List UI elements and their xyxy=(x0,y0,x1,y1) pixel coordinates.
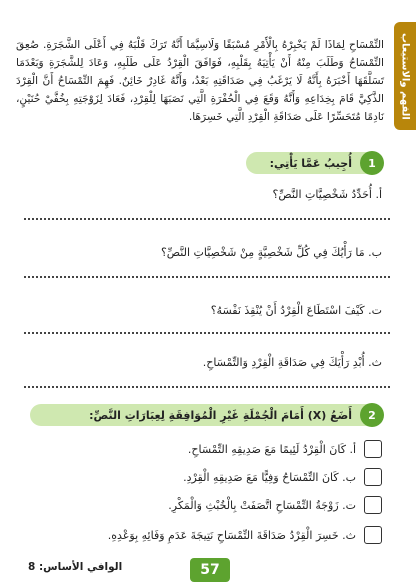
statement-d xyxy=(108,526,382,544)
answer-line-d[interactable] xyxy=(24,386,390,388)
statement-b-text: ب. كَانَ التِّمْسَاحُ وَفِيًّا مَعَ صَدِيقِهِ الْقِرْدِ. xyxy=(183,470,356,484)
question-c: ت. كَيْفَ اسْتَطَاعَ الْقِرْدُ أَنْ يُنْقِذَ نَفْسَهُ؟ xyxy=(210,304,382,317)
section-1-header xyxy=(246,152,380,174)
section-2-number: 2 xyxy=(360,403,384,427)
statement-a xyxy=(188,440,382,458)
answer-line-c[interactable] xyxy=(24,332,390,334)
checkbox-c[interactable] xyxy=(364,496,382,514)
answer-line-b[interactable] xyxy=(24,276,390,278)
question-d: ث. أُبْدِ رَأْيَكَ فِي صَدَاقَةِ الْقِرْدِ وَالتِّمْسَاحِ. xyxy=(202,356,382,369)
book-series-label: الوافي الأساس: 8 xyxy=(28,561,123,573)
checkbox-a[interactable] xyxy=(364,440,382,458)
chapter-tab xyxy=(394,22,416,130)
question-a: أ. أُحَدِّدُ شَخْصِيَّاتِ النَّصِّ؟ xyxy=(272,188,382,201)
statement-c-text: ت. زَوْجَةُ التِّمْسَاحِ اتَّصَفَتْ بِالْخُبْثِ وَالْمَكْرِ. xyxy=(168,498,356,512)
section-1-number: 1 xyxy=(360,151,384,175)
answer-line-a[interactable] xyxy=(24,218,390,220)
section-1-title: أُجِيبُ عَمَّا يَأْتِي: xyxy=(269,156,352,170)
chapter-tab-label: الفهم والاستيعاب xyxy=(399,32,411,120)
section-2-header xyxy=(30,404,380,426)
page-number: 57 xyxy=(190,558,230,582)
section-2-title: أَضَعُ (X) أَمَامَ الْجُمْلَةِ غَيْرِ الْمُوَافِقَةِ لِعِبَارَاتِ النَّصِّ: xyxy=(89,408,352,422)
statement-a-text: أ. كَانَ الْقِرْدُ لَئِيمًا مَعَ صَدِيقِهِ التِّمْسَاحِ. xyxy=(187,442,356,456)
checkbox-d[interactable] xyxy=(364,526,382,544)
statement-b xyxy=(183,468,382,486)
checkbox-b[interactable] xyxy=(364,468,382,486)
statement-c xyxy=(168,496,382,514)
story-paragraph xyxy=(16,36,384,126)
question-b: ب. مَا رَأْيُكَ فِي كُلِّ شَخْصِيَّةٍ مِنْ شَخْصِيَّاتِ النَّصِّ؟ xyxy=(160,246,382,259)
statement-d-text: ث. خَسِرَ الْقِرْدُ صَدَاقَةَ التِّمْسَاحِ نَتِيجَةَ عَدَمِ وَفَائِهِ بِوَعْدِهِ. xyxy=(107,528,356,542)
story-text: التِّمْسَاحِ لِمَاذَا لَمْ يَخْبِرْهُ بِالْأَمْرِ مُسْبَقًا وَلَاسِيَّمَا أَنَّهُ تَرَكَ قَلْبَهُ فِي أَعْلَى الشَّجَرَةِ. صُعِقَ التِّمْسَاحُ وَطَلَبَ مِنْهُ أَنْ يَأْتِيَهُ بِقَلْبِهِ، فَوَافَقَ الْقِرْدُ عَلَى طَلَبِهِ، وَعَادَ لِلشَّجَرَةِ وَبَعْدَمَا تَسَلَّقَهَا أَخْبَرَهُ بِأَنَّهُ لَا يَرْغَبُ فِي صَدَاقَتِهِ بَعْدُ، وَأَنَّهُ غَادِرٌ خَائِنٌ. فَهِمَ التِّمْسَاحُ أَنَّ الْقِرْدَ الذَّكِيَّ قَامَ بِخِدَاعِهِ وَأَنَّهُ وَقَعَ فِي الْحُفْرَةِ الَّتِي نَصَبَهَا لِلْقِرْدِ، فَعَادَ لِزَوْجَتِهِ بِخُفَّيْ حُنَيْنٍ، نَادِمًا مُتَحَسِّرًا عَلَى صَدَاقَةِ الْقِرْدِ الَّتِي خَسِرَهَا. xyxy=(16,39,384,123)
